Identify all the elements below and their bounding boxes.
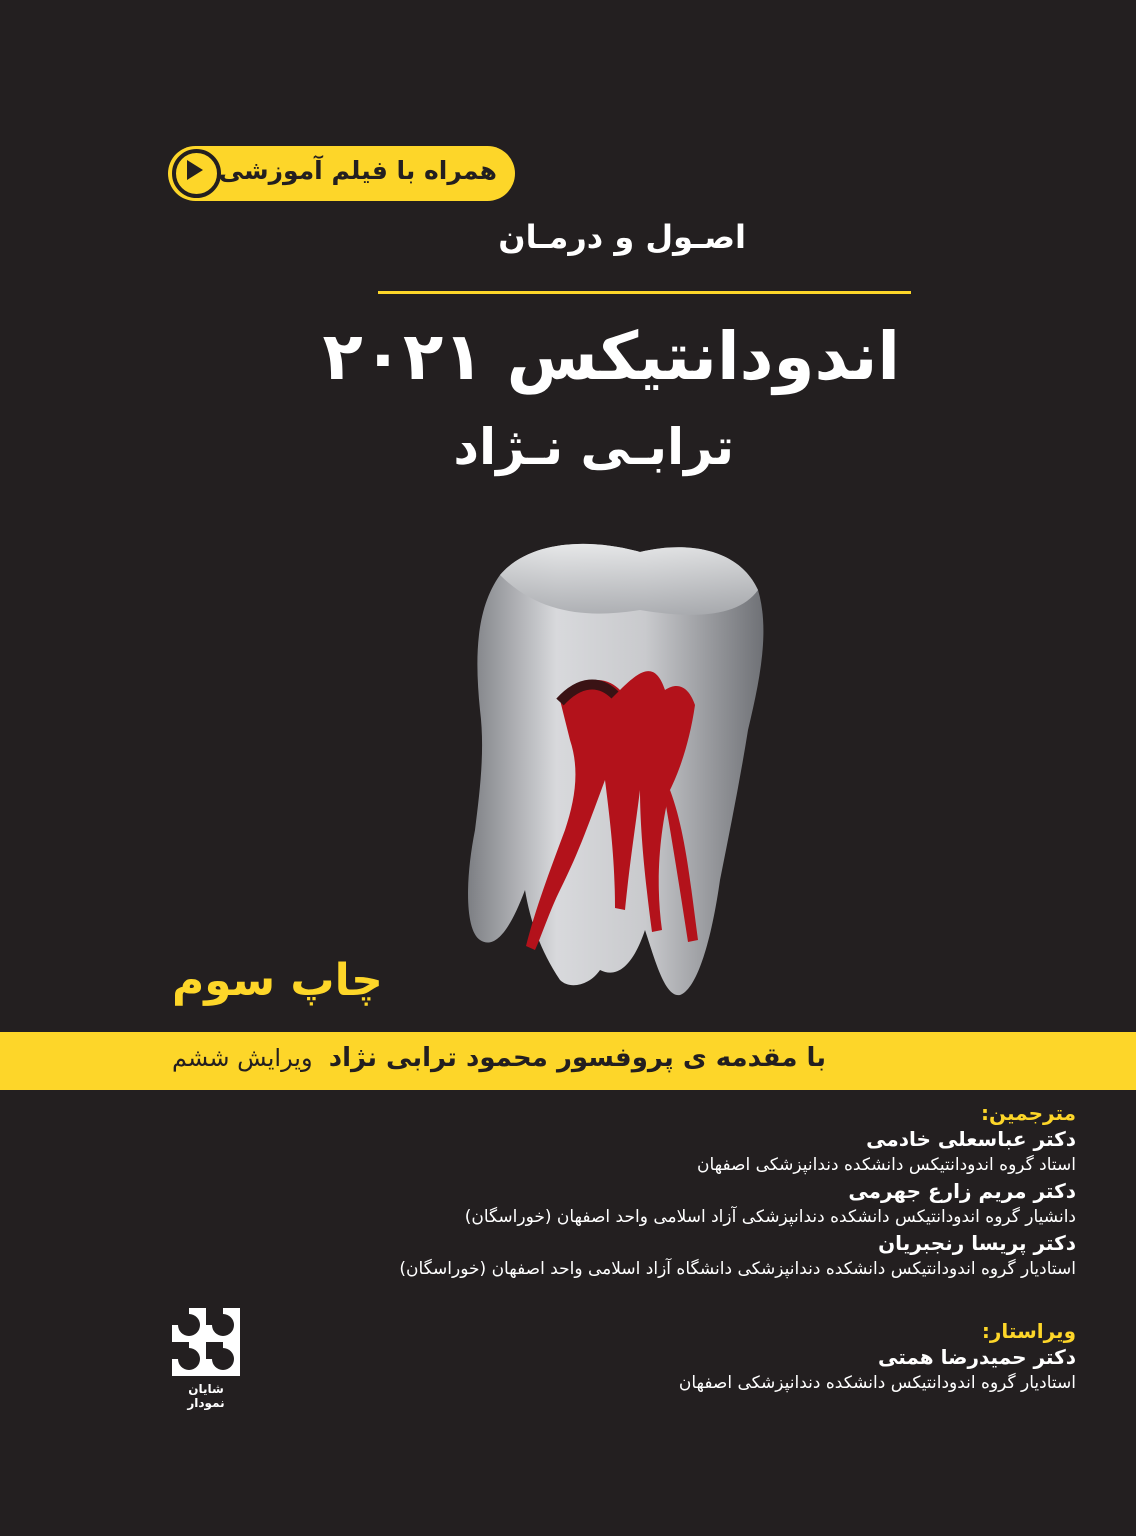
editors-section	[376, 1318, 1076, 1396]
divider	[378, 291, 911, 294]
translator-name: دکتر مریم زارع جهرمی	[848, 1179, 1076, 1203]
editor-affiliation: استادیار گروه اندودانتیکس دانشکده دندانپزشکی اصفهان	[678, 1373, 1076, 1393]
publisher-logo-icon	[172, 1308, 240, 1376]
editors-heading: ویراستار:	[981, 1319, 1076, 1343]
translator-affiliation: دانشیار گروه اندودانتیکس دانشکده دندانپزشکی آزاد اسلامی واحد اصفهان (خوراسگان)	[464, 1207, 1076, 1227]
translator-name: دکتر عباسعلی خادمی	[866, 1127, 1076, 1151]
play-triangle	[187, 160, 203, 180]
translators-heading: مترجمین:	[981, 1101, 1076, 1125]
video-badge	[168, 146, 515, 201]
revision-label: ویرایش ششم	[172, 1044, 313, 1072]
book-title: اندودانتیکس ۲۰۲۱	[322, 318, 900, 395]
intro-band	[0, 1032, 1136, 1090]
translators-section	[376, 1100, 1076, 1282]
publisher-name: شایان نمودار	[187, 1382, 225, 1410]
badge-label: همراه با فیلم آموزشی	[218, 156, 497, 185]
foreword-credit: با مقدمه ی پروفسور محمود ترابی نژاد	[328, 1043, 826, 1073]
translator-name: دکتر پریسا رنجبریان	[878, 1231, 1076, 1255]
book-author: ترابـی نـژاد	[453, 418, 734, 476]
translator-affiliation: استادیار گروه اندودانتیکس دانشکده دندانپزشکی دانشگاه آزاد اسلامی واحد اصفهان (خوراسگان)	[399, 1259, 1076, 1279]
editor-name: دکتر حمیدرضا همتی	[878, 1345, 1076, 1369]
book-subtitle: اصـول و درمـان	[498, 218, 746, 256]
print-edition: چاپ سوم	[172, 955, 383, 1006]
translator-affiliation: استاد گروه اندودانتیکس دانشکده دندانپزشکی اصفهان	[696, 1155, 1076, 1175]
tooth-illustration	[440, 530, 800, 1000]
